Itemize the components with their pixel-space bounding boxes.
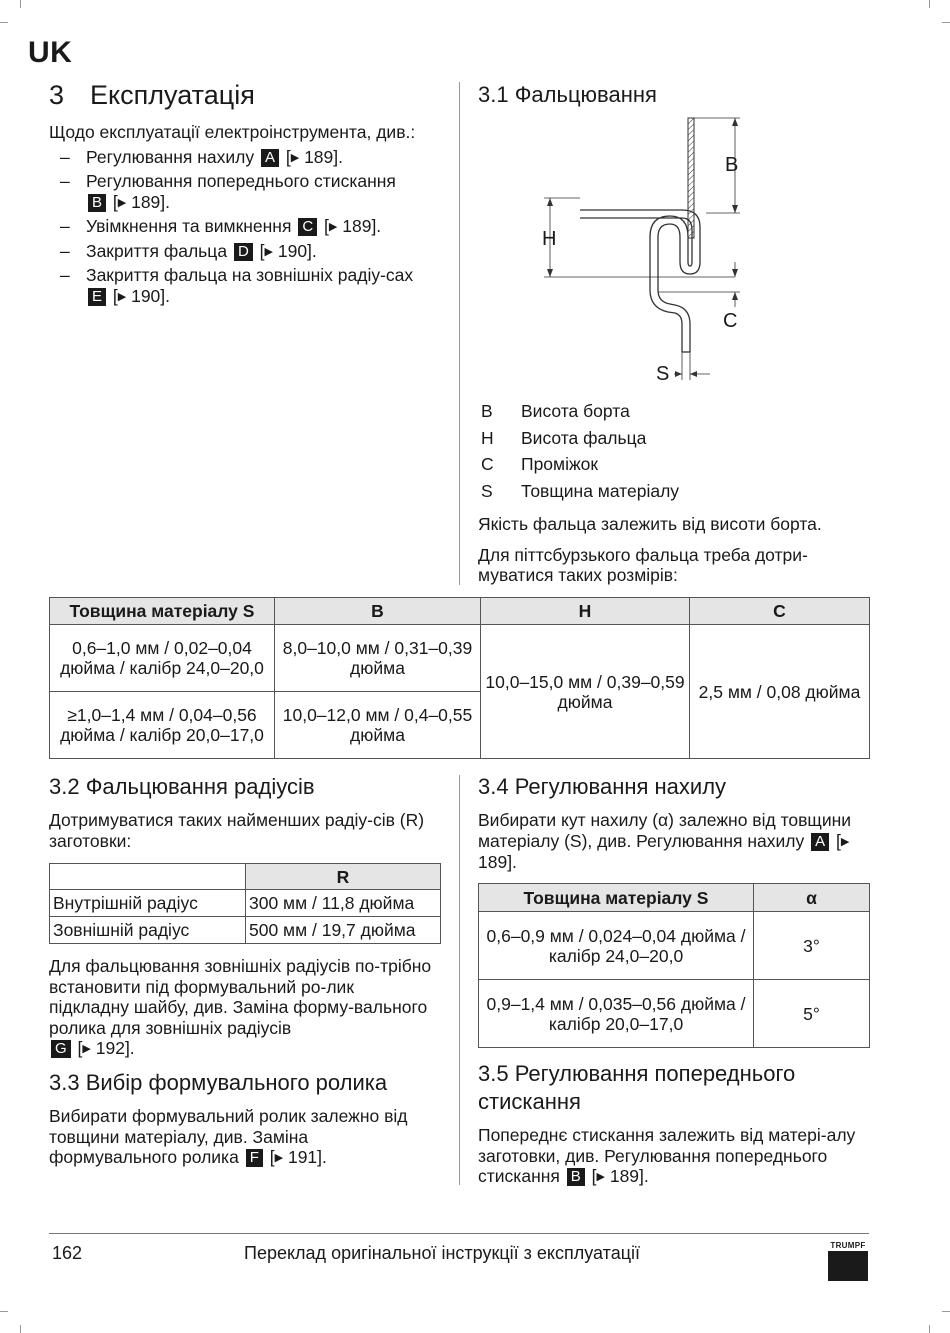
figure-badge: F — [246, 1149, 263, 1167]
diagram-legend — [481, 401, 871, 507]
table-row — [479, 912, 870, 980]
page-number: 162 — [52, 1243, 83, 1263]
paragraph: Вибирати кут нахилу (α) залежно від товщини матеріалу (S), див. Регулювання нахилу — [478, 810, 852, 851]
list-item: – Закриття фальца D [▶ 190]. — [49, 241, 439, 263]
section-3-2-heading: 3.2 Фальцювання радіусів — [49, 774, 315, 799]
legend-item: S Товщина матеріалу — [481, 480, 680, 501]
table-cell — [50, 864, 246, 890]
crop-mark — [0, 22, 8, 23]
paragraph: Для фальцювання зовнішніх радіусів по-трібно встановити під формувальний ро-лик підкладну шайбу, див. Заміна форму-вального ролика для зовнішніх радіусів — [49, 956, 432, 1038]
table-cell: 0,6–0,9 мм / 0,024–0,04 дюйма / калібр 24,0–20,0 — [479, 912, 754, 980]
list-item: – Закриття фальца на зовнішніх радіу-сах E [▶ 190]. — [49, 265, 426, 307]
table-cell: 500 мм / 19,7 дюйма — [246, 917, 441, 944]
footer-text: Переклад оригінальної інструкції з експлуатації — [244, 1243, 641, 1263]
label-c: C — [723, 310, 738, 332]
arrow-icon: ▶ — [117, 196, 127, 209]
page-reference-link[interactable]: 189]. — [131, 191, 171, 212]
pittsburgh-seam-diagram — [530, 112, 780, 387]
figure-badge: D — [234, 243, 253, 261]
legend-item: H Висота фальца — [481, 427, 647, 448]
figure-badge: B — [88, 194, 106, 212]
section-title: 3.5 Регулювання попереднього стискання — [478, 1061, 796, 1114]
section-number: 3 — [49, 80, 65, 110]
table-cell: ≥1,0–1,4 мм / 0,04–0,56 дюйма / калібр 20,0–17,0 — [50, 692, 275, 759]
page-reference-link[interactable]: 189]. — [478, 852, 517, 872]
table-header-row — [50, 598, 870, 625]
language-tag: UK — [28, 36, 73, 69]
section-3-1-heading: 3.1 Фальцювання — [478, 82, 657, 107]
arrow-icon: ▶ — [117, 290, 127, 303]
table-cell: 5° — [754, 980, 870, 1048]
page-reference-link[interactable]: 192]. — [95, 1038, 135, 1058]
arrow-icon: ▶ — [274, 1152, 284, 1164]
column-header: α — [754, 884, 870, 912]
label-s: S — [656, 363, 670, 385]
table-header-row — [479, 884, 870, 912]
paragraph: Вибирати формувальний ролик залежно від товщини матеріалу, див. Заміна формувального ролика — [49, 1106, 408, 1167]
arrow-icon: ▶ — [264, 245, 273, 258]
label-h: H — [542, 228, 557, 250]
section-3-5-body: Попереднє стискання залежить від матері-алу заготовки, див. Регулювання попереднього стискання B [▶ 189]. — [478, 1125, 856, 1186]
arrow-icon: ▶ — [840, 835, 850, 848]
table-cell: 10,0–12,0 мм / 0,4–0,55 дюйма — [275, 692, 481, 759]
section-3-5-heading — [478, 1060, 870, 1116]
page-reference-link[interactable]: 190]. — [277, 240, 317, 261]
table-cell: 300 мм / 11,8 дюйма — [246, 890, 441, 917]
section-3-2-body: Для фальцювання зовнішніх радіусів по-трібно встановити під формувальний ро-лик підкладну шайбу, див. Заміна форму-вального ролика для зовнішніх радіусів G [▶ 192]. — [49, 956, 432, 1058]
section-3-1-body — [478, 514, 870, 586]
arrow-icon: ▶ — [82, 1043, 91, 1055]
page-reference-link[interactable]: 189]. — [304, 146, 344, 167]
figure-badge: B — [567, 1168, 585, 1186]
paragraph: Попереднє стискання залежить від матері-алу заготовки, див. Регулювання попереднього стискання — [478, 1125, 856, 1186]
column-divider — [459, 82, 460, 585]
table-cell: 2,5 мм / 0,08 дюйма — [690, 625, 870, 759]
column-header: C — [690, 598, 870, 625]
table-cell: 10,0–15,0 мм / 0,39–0,59 дюйма — [481, 625, 690, 759]
seam-dimensions-table — [49, 597, 870, 759]
table-row — [50, 917, 441, 944]
crop-mark — [0, 1311, 8, 1312]
section-3-3-heading: 3.3 Вибір формувального ролика — [49, 1070, 388, 1095]
crop-mark — [20, 0, 21, 8]
paragraph: Якість фальца залежить від висоти борта. — [478, 514, 822, 534]
table-cell: Внутрішній радіус — [50, 890, 246, 917]
list-item: – Регулювання нахилу A [▶ 189]. — [49, 147, 439, 169]
section-3-heading — [49, 80, 255, 111]
operation-list — [49, 147, 439, 308]
intro-text: Щодо експлуатації електроінструмента, див.: — [49, 122, 416, 142]
arrow-icon: ▶ — [290, 151, 300, 164]
section-3-body — [49, 122, 439, 310]
figure-badge: C — [298, 218, 317, 236]
table-row — [479, 980, 870, 1048]
page-reference-link[interactable]: 189]. — [342, 216, 382, 236]
section-3-3-body: Вибирати формувальний ролик залежно від товщини матеріалу, див. Заміна формувального ролика F [▶ 191]. — [49, 1106, 408, 1167]
arrow-icon — [732, 205, 738, 213]
table-cell: 3° — [754, 912, 870, 980]
table-cell: Зовнішній радіус — [50, 917, 246, 944]
section-3-4-heading: 3.4 Регулювання нахилу — [478, 774, 727, 799]
crop-mark — [20, 1325, 21, 1333]
page-reference-link[interactable]: 191]. — [287, 1147, 327, 1167]
table-cell: 8,0–10,0 мм / 0,31–0,39 дюйма — [275, 625, 481, 692]
column-header: R — [246, 864, 441, 890]
column-header: B — [275, 598, 481, 625]
arrow-icon — [690, 371, 697, 377]
trumpf-logo: TRUMPF — [828, 1241, 868, 1281]
crop-mark — [929, 1325, 930, 1333]
arrow-icon — [732, 292, 738, 300]
paragraph: Для піттсбурзького фальца треба дотри-муватися таких розмірів: — [478, 544, 808, 585]
table-header-row — [50, 864, 441, 890]
figure-badge: G — [51, 1040, 71, 1058]
page-reference-link[interactable]: 189]. — [609, 1166, 649, 1186]
page-reference-link[interactable]: 190]. — [131, 285, 171, 306]
figure-badge: E — [88, 288, 106, 306]
column-header: Товщина матеріалу S — [50, 598, 275, 625]
column-header: H — [481, 598, 690, 625]
column-header: Товщина матеріалу S — [479, 884, 754, 912]
list-item: – Регулювання попереднього стискання B [▶ 189]. — [49, 171, 439, 213]
arrow-icon — [675, 371, 682, 377]
table-cell: 0,9–1,4 мм / 0,035–0,56 дюйма / калібр 20,0–17,0 — [479, 980, 754, 1048]
figure-badge: A — [261, 149, 279, 167]
crop-mark — [929, 0, 930, 8]
legend-item: B Висота борта — [481, 401, 630, 421]
label-b: B — [725, 154, 739, 176]
arrow-icon: ▶ — [328, 221, 338, 233]
arrow-icon — [547, 269, 553, 277]
table-cell: 0,6–1,0 мм / 0,02–0,04 дюйма / калібр 24,0–20,0 — [50, 625, 275, 692]
figure-badge: A — [811, 833, 829, 851]
footer-divider — [49, 1233, 869, 1234]
section-3-4-body: Вибирати кут нахилу (α) залежно від товщини матеріалу (S), див. Регулювання нахилу A [▶ 189]. — [478, 810, 852, 872]
table-row — [50, 890, 441, 917]
sheet-outline — [580, 216, 692, 352]
arrow-icon — [732, 269, 738, 277]
section-3-2-intro: Дотримуватися таких найменших радіу-сів (R) заготовки: — [49, 810, 425, 851]
table-row — [50, 625, 870, 692]
tilt-angle-table — [478, 883, 870, 1048]
column-divider — [459, 775, 460, 1185]
section-title: Експлуатація — [90, 80, 255, 110]
crop-mark — [942, 1311, 950, 1312]
arrow-icon — [732, 118, 738, 126]
logo-block — [828, 1251, 868, 1281]
arrow-icon — [547, 198, 553, 206]
list-item: – Увімкнення та вимкнення C [▶ 189]. — [49, 216, 439, 238]
legend-item: C Проміжок — [481, 454, 599, 474]
arrow-icon: ▶ — [596, 1171, 605, 1183]
crop-mark — [942, 22, 950, 23]
radius-table — [49, 863, 441, 944]
